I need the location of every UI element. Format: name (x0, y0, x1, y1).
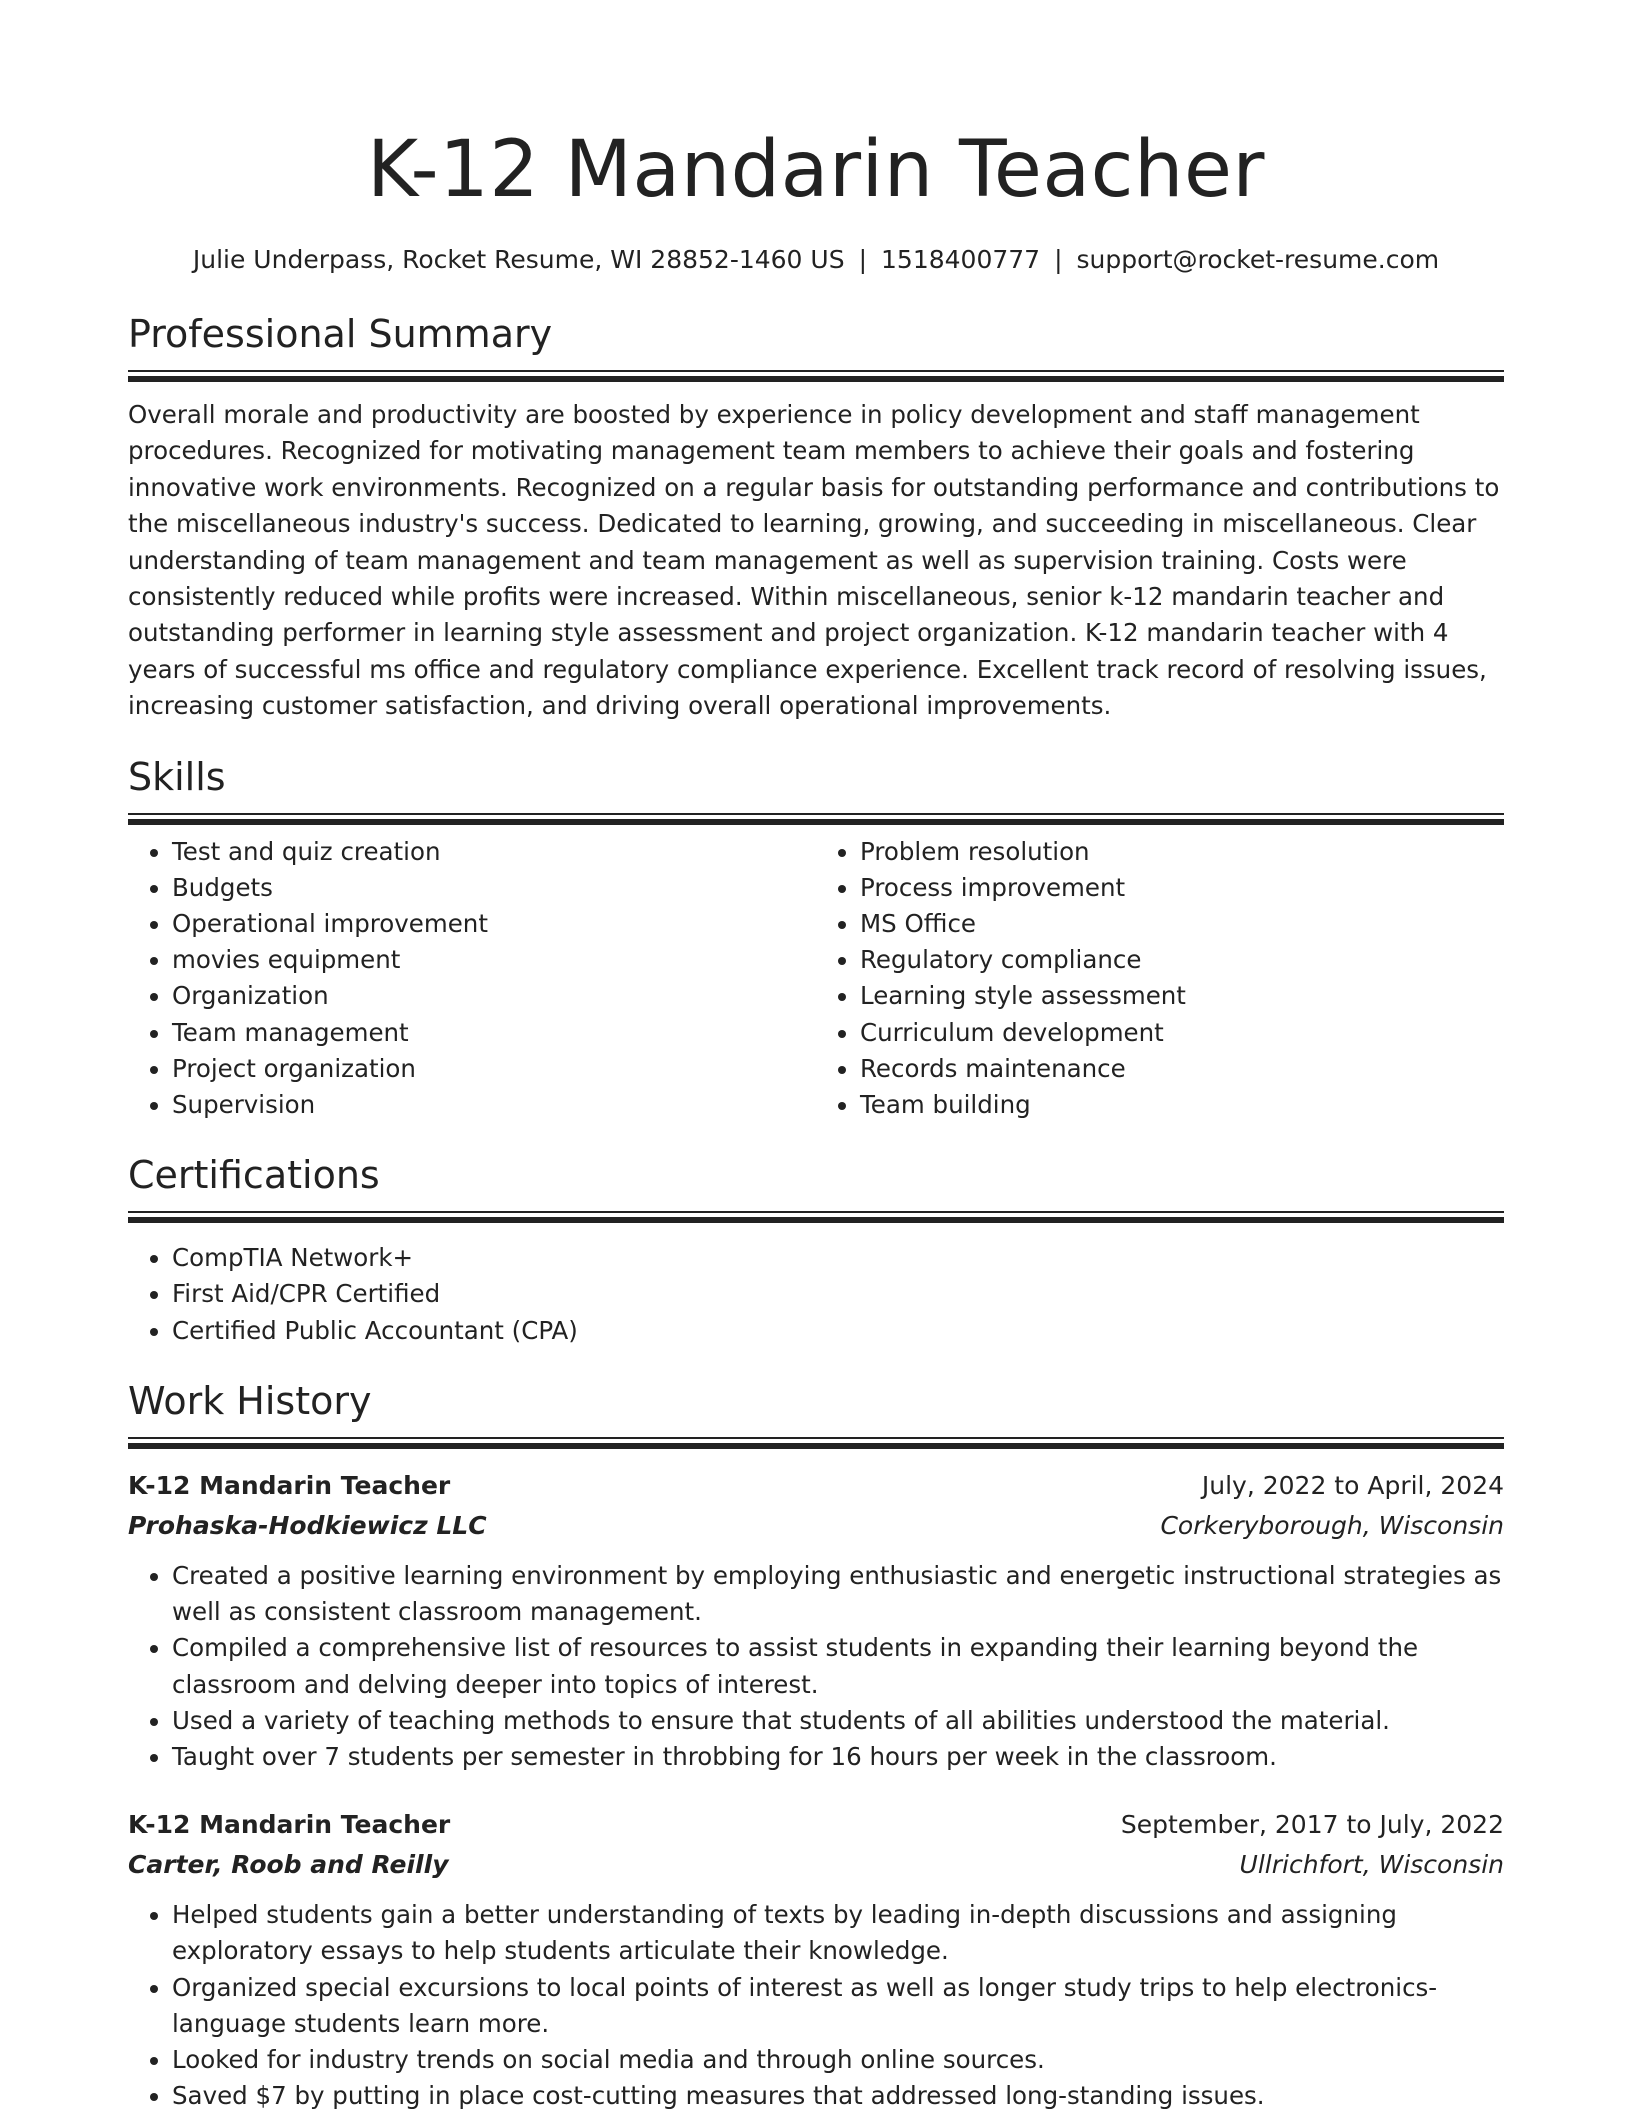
skill-item: • Team management (172, 1015, 816, 1051)
certification-item: • Certified Public Accountant (CPA) (172, 1313, 1504, 1349)
skills-list-right (816, 834, 1504, 1124)
job-bullet: • Compiled a comprehensive list of resources to assist students in expanding their learning beyond the classroom and delving deeper into topics of interest. (172, 1630, 1504, 1702)
skill-item: • Records maintenance (860, 1051, 1504, 1087)
section-divider (128, 1437, 1504, 1450)
skill-item: • Budgets (172, 870, 816, 906)
job-bullet: • Looked for industry trends on social media and through online sources. (172, 2042, 1504, 2078)
section-divider (128, 370, 1504, 383)
job-dates: July, 2022 to April, 2024 (1201, 1470, 1504, 1500)
job-company: Prohaska-Hodkiewicz LLC (128, 1510, 487, 1540)
skill-item: • movies equipment (172, 942, 816, 978)
skill-item: • Team building (860, 1087, 1504, 1123)
skill-item: • Regulatory compliance (860, 942, 1504, 978)
skills-list-left (128, 834, 816, 1124)
skills-section (128, 753, 1504, 1124)
contact-email: support@rocket-resume.com (1076, 245, 1440, 274)
job-title: K-12 Mandarin Teacher (128, 1470, 451, 1500)
skill-item: • Curriculum development (860, 1015, 1504, 1051)
certifications-section (128, 1151, 1504, 1349)
skill-item: • Operational improvement (172, 906, 816, 942)
skill-item: • Organization (172, 978, 816, 1014)
section-heading-certifications: Certifications (128, 1153, 380, 1198)
job-bullet: • Taught over 7 students per semester in throbbing for 16 hours per week in the classroom. (172, 1739, 1504, 1775)
contact-separator: | (1054, 245, 1063, 274)
job-bullet: • Created a positive learning environment by employing enthusiastic and energetic instructional strategies as well as consistent classroom management. (172, 1558, 1504, 1630)
skill-item: • Problem resolution (860, 834, 1504, 870)
skill-item: • Test and quiz creation (172, 834, 816, 870)
contact-line (128, 244, 1504, 276)
section-heading-summary: Professional Summary (128, 312, 553, 356)
job-bullets (128, 1897, 1504, 2114)
job-company: Carter, Roob and Reilly (128, 1850, 449, 1880)
summary-section (128, 310, 1504, 725)
skill-item: • Learning style assessment (860, 978, 1504, 1014)
work-history-section (128, 1377, 1504, 2114)
job-entry (128, 1805, 1504, 2114)
job-bullet: • Helped students gain a better understanding of texts by leading in-depth discussions and assigning exploratory essays to help students articulate their knowledge. (172, 1897, 1504, 1969)
certification-item: • First Aid/CPR Certified (172, 1276, 1504, 1312)
skill-item: • Supervision (172, 1087, 816, 1123)
skill-item: • Project organization (172, 1051, 816, 1087)
job-location: Ullrichfort, Wisconsin (1239, 1850, 1504, 1880)
job-bullets (128, 1558, 1504, 1775)
job-entry (128, 1466, 1504, 1775)
contact-address: Julie Underpass, Rocket Resume, WI 28852-1460 US (192, 245, 845, 274)
job-bullet: • Organized special excursions to local points of interest as well as longer study trips to help electronics-language students learn more. (172, 1970, 1504, 2042)
job-location: Corkeryborough, Wisconsin (1160, 1510, 1504, 1540)
job-title: K-12 Mandarin Teacher (128, 1810, 451, 1840)
contact-phone: 1518400777 (881, 245, 1041, 274)
resume-title: K-12 Mandarin Teacher (366, 125, 1266, 215)
section-heading-skills: Skills (128, 754, 226, 799)
summary-text: Overall morale and productivity are boosted by experience in policy development and staff management procedures. Recognized for motivating management team members to achieve their goals and fostering innovative work environments. Recognized on a regular basis for outstanding performance and contributions to the miscellaneous industry's success. Dedicated to learning, growing, and succeeding in miscellaneous. Clear understanding of team management and team management as well as supervision training. Costs were consistently reduced while profits were increased. Within miscellaneous, senior k-12 mandarin teacher and outstanding performer in learning style assessment and project organization. K-12 mandarin teacher with 4 years of successful ms office and regulatory compliance experience. Excellent track record of resolving issues, increasing customer satisfaction, and driving overall operational improvements. (128, 400, 1500, 721)
section-divider (128, 813, 1504, 826)
skill-item: • Process improvement (860, 870, 1504, 906)
job-bullet: • Used a variety of teaching methods to ensure that students of all abilities understood the material. (172, 1703, 1504, 1739)
job-bullet: • Saved $7 by putting in place cost-cutting measures that addressed long-standing issues. (172, 2078, 1504, 2114)
section-divider (128, 1211, 1504, 1224)
contact-separator: | (858, 245, 868, 274)
resume-page (128, 0, 1504, 2114)
section-heading-work-history: Work History (128, 1378, 372, 1423)
skills-columns (128, 834, 1504, 1124)
job-dates: September, 2017 to July, 2022 (1120, 1810, 1504, 1840)
skill-item: • MS Office (860, 906, 1504, 942)
certification-item: • CompTIA Network+ (172, 1240, 1504, 1276)
certifications-list (128, 1240, 1504, 1349)
